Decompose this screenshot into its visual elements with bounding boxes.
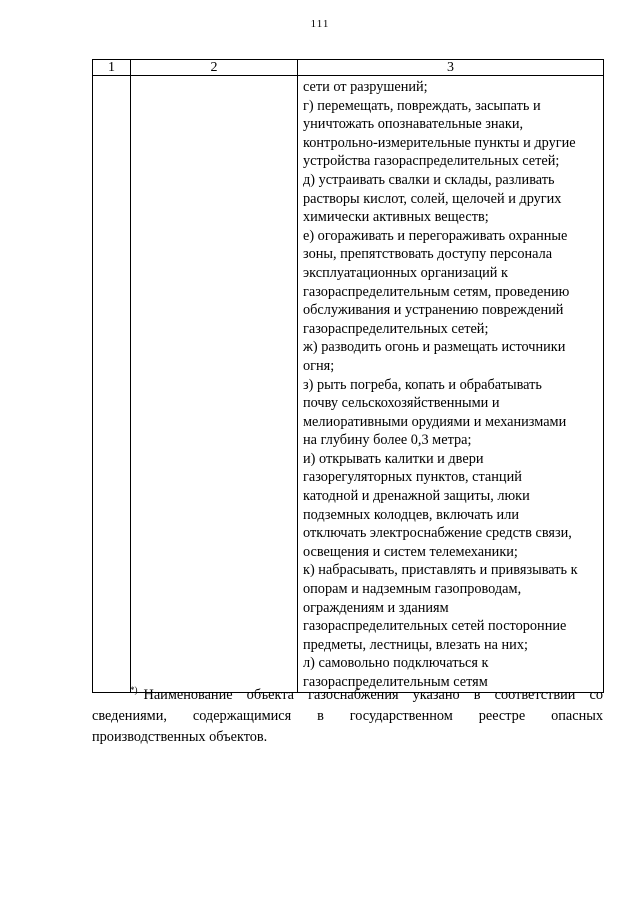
text-line: подземных колодцев, включать или — [303, 506, 519, 523]
text-line: эксплуатационных организаций к — [303, 264, 508, 281]
text-line: огня; — [303, 357, 335, 374]
text-line: зоны, препятствовать доступу персонала — [303, 246, 553, 263]
text-line: е) огораживать и перегораживать охранные — [303, 227, 568, 244]
text-line: катодной и дренажной защиты, люки — [303, 488, 530, 505]
text-line: освещения и систем телемеханики; — [303, 543, 518, 560]
cell-col-3 — [298, 76, 604, 693]
text-line: предметы, лестницы, влезать на них; — [303, 636, 528, 653]
text-line: л) самовольно подключаться к — [303, 655, 489, 672]
table-row — [93, 76, 604, 693]
requirements-table — [92, 59, 604, 693]
text-line: ж) разводить огонь и размещать источники — [303, 339, 566, 356]
text-line: газораспределительных сетей посторонние — [303, 618, 567, 635]
cell-col-1 — [93, 76, 131, 693]
text-line: ограждениям и зданиям — [303, 599, 449, 616]
text-line: з) рыть погреба, копать и обрабатывать — [303, 376, 542, 393]
text-line: отключать электроснабжение средств связи, — [303, 525, 572, 542]
cell-col-2 — [131, 76, 298, 693]
text-line: газорегуляторных пунктов, станций — [303, 469, 522, 486]
page-number: 111 — [310, 18, 330, 30]
text-line: д) устраивать свалки и склады, разливать — [303, 171, 555, 188]
text-line: почву сельскохозяйственными и — [303, 395, 500, 412]
text-line: химически активных веществ; — [303, 209, 489, 226]
text-line: газораспределительным сетям, проведению — [303, 283, 570, 300]
column-header-1: 1 — [93, 60, 131, 76]
text-line: на глубину более 0,3 метра; — [303, 432, 472, 449]
column-header-2: 2 — [131, 60, 298, 76]
text-line: г) перемещать, повреждать, засыпать и — [303, 97, 541, 114]
restrictions-text — [298, 76, 603, 692]
text-line: контрольно-измерительные пункты и другие — [303, 134, 576, 151]
text-line: к) набрасывать, приставлять и привязывать к — [303, 562, 578, 579]
text-line: газораспределительным сетям — [303, 674, 488, 690]
footnote — [92, 680, 603, 748]
text-line: устройства газораспределительных сетей; — [303, 153, 560, 170]
footnote-marker: *) — [130, 685, 138, 695]
text-line: сети от разрушений; — [303, 79, 428, 95]
text-line: уничтожать опознавательные знаки, — [303, 116, 524, 133]
text-line: и) открывать калитки и двери — [303, 450, 484, 467]
footnote-text: Наименование объекта газоснабжения указано в соответствии со сведениями, содержащимися в государственном реестре опасных производственных объектов. — [92, 686, 603, 745]
text-line: растворы кислот, солей, щелочей и других — [303, 190, 562, 207]
table-header-row — [93, 60, 604, 76]
text-line: мелиоративными орудиями и механизмами — [303, 413, 567, 430]
text-line: газораспределительных сетей; — [303, 320, 489, 337]
text-line: опорам и надземным газопроводам, — [303, 581, 522, 598]
column-header-3: 3 — [298, 60, 604, 76]
text-line: обслуживания и устранению повреждений — [303, 302, 564, 319]
